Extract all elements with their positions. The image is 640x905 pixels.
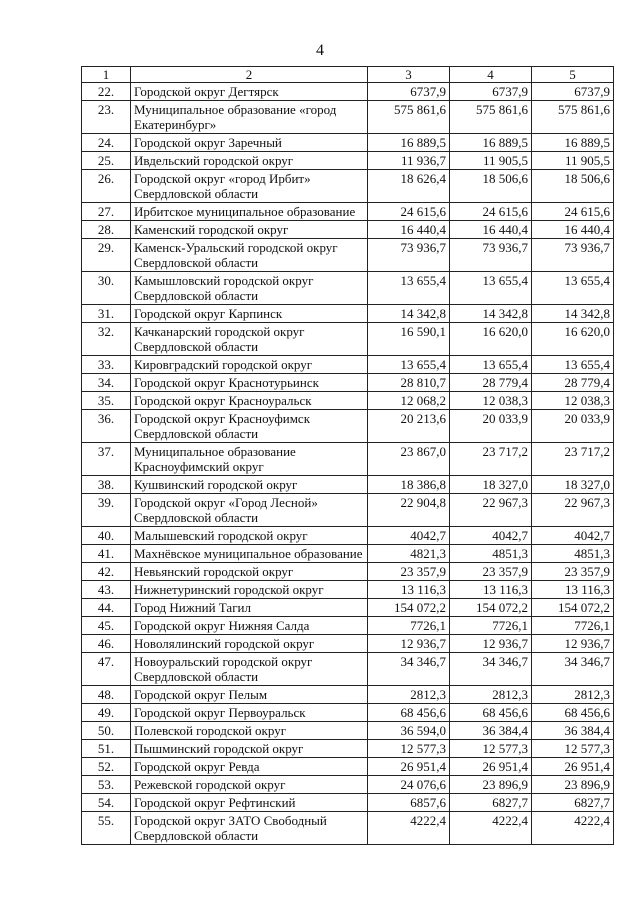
table-row xyxy=(82,776,614,794)
municipality-name-cell: Городской округ Первоуральск xyxy=(131,704,368,722)
value-col4-cell: 18 327,0 xyxy=(450,476,532,494)
row-number-cell: 24. xyxy=(82,134,131,152)
table-row xyxy=(82,239,614,272)
value-col4-cell: 12 936,7 xyxy=(450,635,532,653)
row-number-cell: 43. xyxy=(82,581,131,599)
value-col3-cell: 6737,9 xyxy=(368,83,450,101)
municipality-name-cell: Муниципальное образование Красноуфимский округ xyxy=(131,443,368,476)
value-col3-cell: 4042,7 xyxy=(368,527,450,545)
municipality-name-cell: Городской округ Красноуфимск Свердловской области xyxy=(131,410,368,443)
row-number-cell: 36. xyxy=(82,410,131,443)
table-row xyxy=(82,653,614,686)
municipality-name-cell: Новолялинский городской округ xyxy=(131,635,368,653)
value-col5-cell: 4851,3 xyxy=(532,545,614,563)
table-row xyxy=(82,545,614,563)
value-col5-cell: 12 577,3 xyxy=(532,740,614,758)
value-col4-cell: 12 038,3 xyxy=(450,392,532,410)
value-col3-cell: 13 655,4 xyxy=(368,356,450,374)
row-number-cell: 40. xyxy=(82,527,131,545)
municipality-name-cell: Муниципальное образование «город Екатеринбург» xyxy=(131,101,368,134)
table-row xyxy=(82,443,614,476)
value-col5-cell: 24 615,6 xyxy=(532,203,614,221)
value-col4-cell: 13 655,4 xyxy=(450,356,532,374)
value-col5-cell: 12 038,3 xyxy=(532,392,614,410)
value-col4-cell: 4222,4 xyxy=(450,812,532,845)
value-col5-cell: 2812,3 xyxy=(532,686,614,704)
row-number-cell: 41. xyxy=(82,545,131,563)
value-col5-cell: 16 889,5 xyxy=(532,134,614,152)
value-col3-cell: 2812,3 xyxy=(368,686,450,704)
municipality-name-cell: Каменск-Уральский городской округ Свердловской области xyxy=(131,239,368,272)
budget-table xyxy=(81,66,614,845)
value-col4-cell: 23 357,9 xyxy=(450,563,532,581)
value-col5-cell: 13 116,3 xyxy=(532,581,614,599)
row-number-cell: 23. xyxy=(82,101,131,134)
value-col4-cell: 13 116,3 xyxy=(450,581,532,599)
column-header: 2 xyxy=(131,67,368,83)
municipality-name-cell: Городской округ ЗАТО Свободный Свердловской области xyxy=(131,812,368,845)
value-col3-cell: 7726,1 xyxy=(368,617,450,635)
value-col4-cell: 575 861,6 xyxy=(450,101,532,134)
municipality-name-cell: Городской округ Красноуральск xyxy=(131,392,368,410)
value-col4-cell: 4851,3 xyxy=(450,545,532,563)
value-col5-cell: 16 440,4 xyxy=(532,221,614,239)
value-col4-cell: 13 655,4 xyxy=(450,272,532,305)
municipality-name-cell: Нижнетуринский городской округ xyxy=(131,581,368,599)
value-col3-cell: 6857,6 xyxy=(368,794,450,812)
value-col4-cell: 23 717,2 xyxy=(450,443,532,476)
value-col4-cell: 154 072,2 xyxy=(450,599,532,617)
value-col5-cell: 4042,7 xyxy=(532,527,614,545)
row-number-cell: 52. xyxy=(82,758,131,776)
value-col4-cell: 16 620,0 xyxy=(450,323,532,356)
table-row xyxy=(82,740,614,758)
value-col3-cell: 12 577,3 xyxy=(368,740,450,758)
value-col3-cell: 34 346,7 xyxy=(368,653,450,686)
row-number-cell: 33. xyxy=(82,356,131,374)
table-row xyxy=(82,392,614,410)
row-number-cell: 51. xyxy=(82,740,131,758)
value-col4-cell: 16 440,4 xyxy=(450,221,532,239)
table-row xyxy=(82,635,614,653)
value-col5-cell: 26 951,4 xyxy=(532,758,614,776)
value-col3-cell: 20 213,6 xyxy=(368,410,450,443)
value-col4-cell: 12 577,3 xyxy=(450,740,532,758)
row-number-cell: 46. xyxy=(82,635,131,653)
value-col5-cell: 22 967,3 xyxy=(532,494,614,527)
municipality-name-cell: Городской округ Карпинск xyxy=(131,305,368,323)
table-row xyxy=(82,812,614,845)
value-col3-cell: 73 936,7 xyxy=(368,239,450,272)
table-row xyxy=(82,722,614,740)
row-number-cell: 35. xyxy=(82,392,131,410)
municipality-name-cell: Каменский городской округ xyxy=(131,221,368,239)
value-col4-cell: 6827,7 xyxy=(450,794,532,812)
value-col3-cell: 16 590,1 xyxy=(368,323,450,356)
row-number-cell: 28. xyxy=(82,221,131,239)
table-row xyxy=(82,686,614,704)
value-col4-cell: 26 951,4 xyxy=(450,758,532,776)
value-col4-cell: 2812,3 xyxy=(450,686,532,704)
value-col3-cell: 18 386,8 xyxy=(368,476,450,494)
table-row xyxy=(82,170,614,203)
municipality-name-cell: Малышевский городской округ xyxy=(131,527,368,545)
municipality-name-cell: Полевской городской округ xyxy=(131,722,368,740)
value-col3-cell: 13 655,4 xyxy=(368,272,450,305)
municipality-name-cell: Городской округ Нижняя Салда xyxy=(131,617,368,635)
row-number-cell: 37. xyxy=(82,443,131,476)
value-col3-cell: 24 076,6 xyxy=(368,776,450,794)
row-number-cell: 22. xyxy=(82,83,131,101)
value-col4-cell: 28 779,4 xyxy=(450,374,532,392)
row-number-cell: 38. xyxy=(82,476,131,494)
value-col3-cell: 4821,3 xyxy=(368,545,450,563)
value-col5-cell: 18 506,6 xyxy=(532,170,614,203)
value-col5-cell: 68 456,6 xyxy=(532,704,614,722)
value-col3-cell: 22 904,8 xyxy=(368,494,450,527)
table-row xyxy=(82,305,614,323)
row-number-cell: 29. xyxy=(82,239,131,272)
value-col4-cell: 22 967,3 xyxy=(450,494,532,527)
municipality-name-cell: Городской округ Краснотурьинск xyxy=(131,374,368,392)
municipality-name-cell: Городской округ «Город Лесной» Свердловской области xyxy=(131,494,368,527)
municipality-name-cell: Городской округ Пелым xyxy=(131,686,368,704)
value-col5-cell: 575 861,6 xyxy=(532,101,614,134)
row-number-cell: 53. xyxy=(82,776,131,794)
value-col4-cell: 7726,1 xyxy=(450,617,532,635)
table-row xyxy=(82,152,614,170)
value-col3-cell: 28 810,7 xyxy=(368,374,450,392)
value-col3-cell: 12 068,2 xyxy=(368,392,450,410)
table-header-row xyxy=(82,67,614,83)
row-number-cell: 55. xyxy=(82,812,131,845)
value-col3-cell: 16 889,5 xyxy=(368,134,450,152)
value-col5-cell: 16 620,0 xyxy=(532,323,614,356)
value-col5-cell: 154 072,2 xyxy=(532,599,614,617)
table-row xyxy=(82,203,614,221)
value-col3-cell: 11 936,7 xyxy=(368,152,450,170)
row-number-cell: 32. xyxy=(82,323,131,356)
value-col4-cell: 18 506,6 xyxy=(450,170,532,203)
table-row xyxy=(82,617,614,635)
municipality-name-cell: Кушвинский городской округ xyxy=(131,476,368,494)
municipality-name-cell: Качканарский городской округ Свердловской области xyxy=(131,323,368,356)
municipality-name-cell: Городской округ Дегтярск xyxy=(131,83,368,101)
value-col5-cell: 11 905,5 xyxy=(532,152,614,170)
row-number-cell: 54. xyxy=(82,794,131,812)
column-header: 1 xyxy=(82,67,131,83)
table-row xyxy=(82,758,614,776)
value-col4-cell: 68 456,6 xyxy=(450,704,532,722)
table-row xyxy=(82,356,614,374)
municipality-name-cell: Кировградский городской округ xyxy=(131,356,368,374)
table-row xyxy=(82,527,614,545)
value-col3-cell: 26 951,4 xyxy=(368,758,450,776)
row-number-cell: 48. xyxy=(82,686,131,704)
table-row xyxy=(82,101,614,134)
column-header: 3 xyxy=(368,67,450,83)
value-col4-cell: 36 384,4 xyxy=(450,722,532,740)
value-col4-cell: 4042,7 xyxy=(450,527,532,545)
table-row xyxy=(82,272,614,305)
value-col5-cell: 36 384,4 xyxy=(532,722,614,740)
row-number-cell: 47. xyxy=(82,653,131,686)
row-number-cell: 39. xyxy=(82,494,131,527)
municipality-name-cell: Невьянский городской округ xyxy=(131,563,368,581)
value-col5-cell: 13 655,4 xyxy=(532,356,614,374)
table-row xyxy=(82,410,614,443)
table-row xyxy=(82,794,614,812)
value-col3-cell: 14 342,8 xyxy=(368,305,450,323)
municipality-name-cell: Городской округ Рефтинский xyxy=(131,794,368,812)
value-col5-cell: 6827,7 xyxy=(532,794,614,812)
municipality-name-cell: Ивдельский городской округ xyxy=(131,152,368,170)
value-col3-cell: 24 615,6 xyxy=(368,203,450,221)
municipality-name-cell: Город Нижний Тагил xyxy=(131,599,368,617)
row-number-cell: 42. xyxy=(82,563,131,581)
table-row xyxy=(82,476,614,494)
municipality-name-cell: Камышловский городской округ Свердловской области xyxy=(131,272,368,305)
value-col3-cell: 18 626,4 xyxy=(368,170,450,203)
value-col5-cell: 20 033,9 xyxy=(532,410,614,443)
value-col5-cell: 18 327,0 xyxy=(532,476,614,494)
value-col3-cell: 36 594,0 xyxy=(368,722,450,740)
table-row xyxy=(82,323,614,356)
municipality-name-cell: Ирбитское муниципальное образование xyxy=(131,203,368,221)
row-number-cell: 27. xyxy=(82,203,131,221)
row-number-cell: 44. xyxy=(82,599,131,617)
value-col5-cell: 23 717,2 xyxy=(532,443,614,476)
row-number-cell: 26. xyxy=(82,170,131,203)
table-row xyxy=(82,83,614,101)
table-row xyxy=(82,581,614,599)
table-body xyxy=(82,67,614,845)
table-row xyxy=(82,704,614,722)
table-row xyxy=(82,221,614,239)
value-col5-cell: 73 936,7 xyxy=(532,239,614,272)
table-row xyxy=(82,374,614,392)
municipality-name-cell: Городской округ «город Ирбит» Свердловской области xyxy=(131,170,368,203)
municipality-name-cell: Новоуральский городской округ Свердловской области xyxy=(131,653,368,686)
value-col5-cell: 14 342,8 xyxy=(532,305,614,323)
value-col4-cell: 6737,9 xyxy=(450,83,532,101)
value-col3-cell: 12 936,7 xyxy=(368,635,450,653)
value-col3-cell: 23 867,0 xyxy=(368,443,450,476)
row-number-cell: 31. xyxy=(82,305,131,323)
value-col3-cell: 154 072,2 xyxy=(368,599,450,617)
column-header: 4 xyxy=(450,67,532,83)
value-col3-cell: 23 357,9 xyxy=(368,563,450,581)
value-col5-cell: 12 936,7 xyxy=(532,635,614,653)
value-col3-cell: 68 456,6 xyxy=(368,704,450,722)
row-number-cell: 49. xyxy=(82,704,131,722)
table-row xyxy=(82,599,614,617)
municipality-name-cell: Городской округ Заречный xyxy=(131,134,368,152)
value-col5-cell: 23 357,9 xyxy=(532,563,614,581)
value-col4-cell: 23 896,9 xyxy=(450,776,532,794)
value-col5-cell: 23 896,9 xyxy=(532,776,614,794)
value-col5-cell: 6737,9 xyxy=(532,83,614,101)
table-row xyxy=(82,494,614,527)
value-col3-cell: 4222,4 xyxy=(368,812,450,845)
value-col5-cell: 4222,4 xyxy=(532,812,614,845)
value-col5-cell: 13 655,4 xyxy=(532,272,614,305)
value-col3-cell: 16 440,4 xyxy=(368,221,450,239)
value-col4-cell: 16 889,5 xyxy=(450,134,532,152)
value-col4-cell: 73 936,7 xyxy=(450,239,532,272)
value-col4-cell: 34 346,7 xyxy=(450,653,532,686)
table-row xyxy=(82,563,614,581)
page-number: 4 xyxy=(316,42,324,59)
municipality-name-cell: Пышминский городской округ xyxy=(131,740,368,758)
row-number-cell: 50. xyxy=(82,722,131,740)
value-col4-cell: 14 342,8 xyxy=(450,305,532,323)
value-col5-cell: 7726,1 xyxy=(532,617,614,635)
value-col3-cell: 575 861,6 xyxy=(368,101,450,134)
municipality-name-cell: Режевской городской округ xyxy=(131,776,368,794)
row-number-cell: 45. xyxy=(82,617,131,635)
row-number-cell: 30. xyxy=(82,272,131,305)
row-number-cell: 34. xyxy=(82,374,131,392)
municipality-name-cell: Городской округ Ревда xyxy=(131,758,368,776)
municipality-name-cell: Махнёвское муниципальное образование xyxy=(131,545,368,563)
value-col5-cell: 28 779,4 xyxy=(532,374,614,392)
value-col5-cell: 34 346,7 xyxy=(532,653,614,686)
value-col4-cell: 24 615,6 xyxy=(450,203,532,221)
value-col4-cell: 11 905,5 xyxy=(450,152,532,170)
table-row xyxy=(82,134,614,152)
column-header: 5 xyxy=(532,67,614,83)
value-col3-cell: 13 116,3 xyxy=(368,581,450,599)
row-number-cell: 25. xyxy=(82,152,131,170)
value-col4-cell: 20 033,9 xyxy=(450,410,532,443)
